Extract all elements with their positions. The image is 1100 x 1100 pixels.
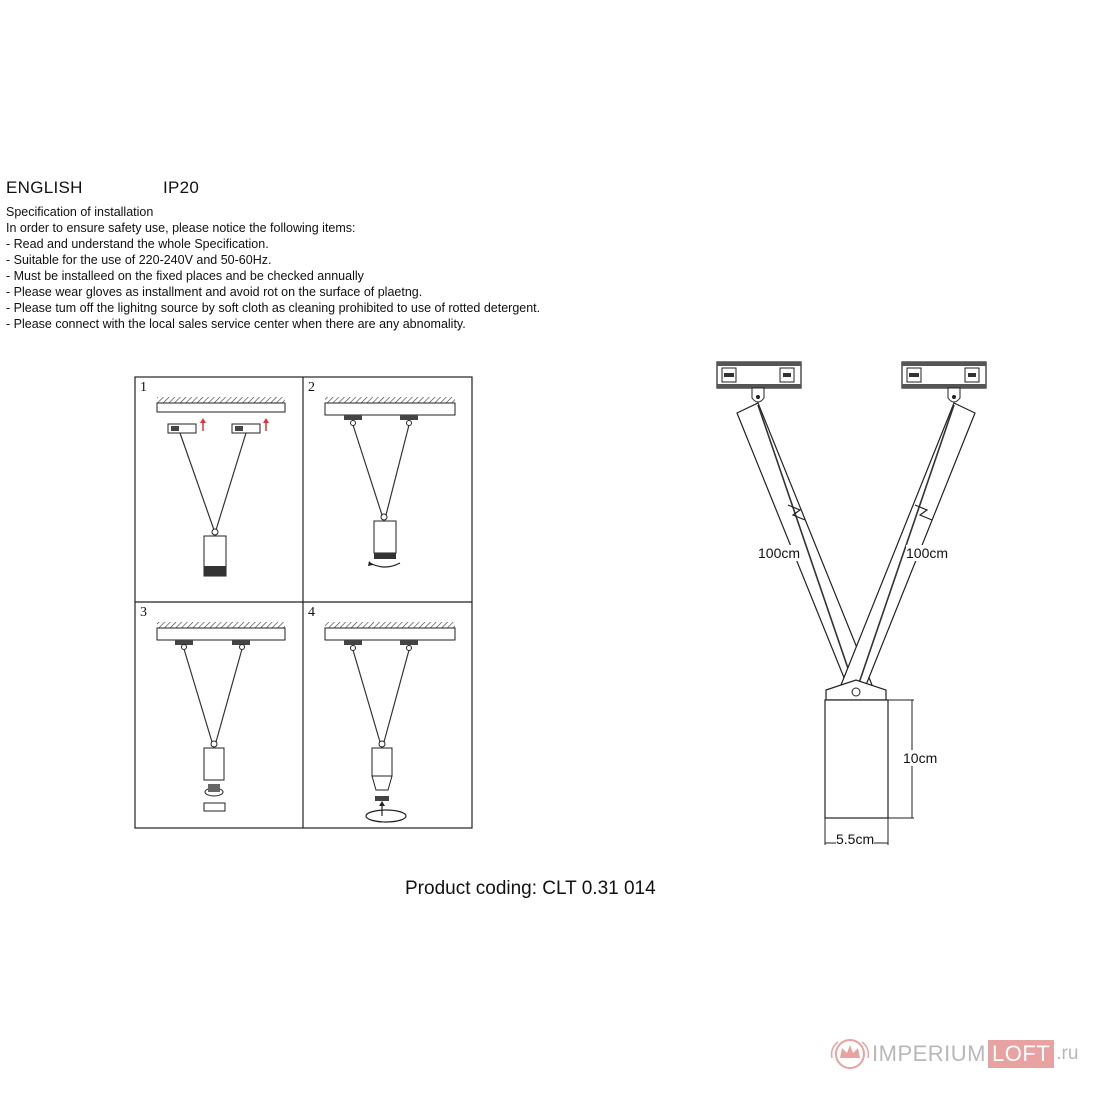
spec-line: - Must be installeed on the fixed places and be checked annually: [6, 269, 364, 283]
spec-line: - Please tum off the lighitng source by soft cloth as cleaning prohibited to use of rotted detergent.: [6, 301, 541, 315]
right-track-adapter: [902, 362, 986, 402]
step-number: 3: [140, 605, 147, 620]
left-track-adapter: [717, 362, 801, 402]
cable-length-right: 100cm: [906, 545, 949, 561]
spec-line: - Suitable for the use of 220-240V and 50-60Hz.: [6, 253, 272, 267]
lamp-height: 10cm: [903, 750, 938, 766]
step-number: 4: [308, 605, 315, 620]
spec-title: Specification of installation: [6, 205, 154, 219]
spec-line: - Read and understand the whole Specification.: [6, 237, 269, 251]
watermark-loft: LOFT: [988, 1040, 1054, 1068]
step-number: 2: [308, 380, 315, 395]
cable-length-left: 100cm: [758, 545, 801, 561]
spec-line: In order to ensure safety use, please notice the following items:: [6, 221, 356, 235]
watermark: [828, 1036, 1078, 1072]
product-coding: Product coding: CLT 0.31 014: [405, 878, 656, 899]
spec-line: - Please wear gloves as installment and avoid rot on the surface of plaetng.: [6, 285, 423, 299]
step-number: 1: [140, 380, 147, 395]
watermark-domain: .ru: [1056, 1043, 1079, 1064]
watermark-imperium: IMPERIUM: [872, 1041, 986, 1066]
ip-rating: IP20: [163, 178, 200, 197]
spec-line: - Please connect with the local sales service center when there are any abnomality.: [6, 317, 466, 331]
language-label: ENGLISH: [6, 178, 83, 197]
lamp-width: 5.5cm: [836, 831, 875, 847]
lamp-body: [825, 700, 888, 818]
crown-icon: [828, 1036, 872, 1072]
